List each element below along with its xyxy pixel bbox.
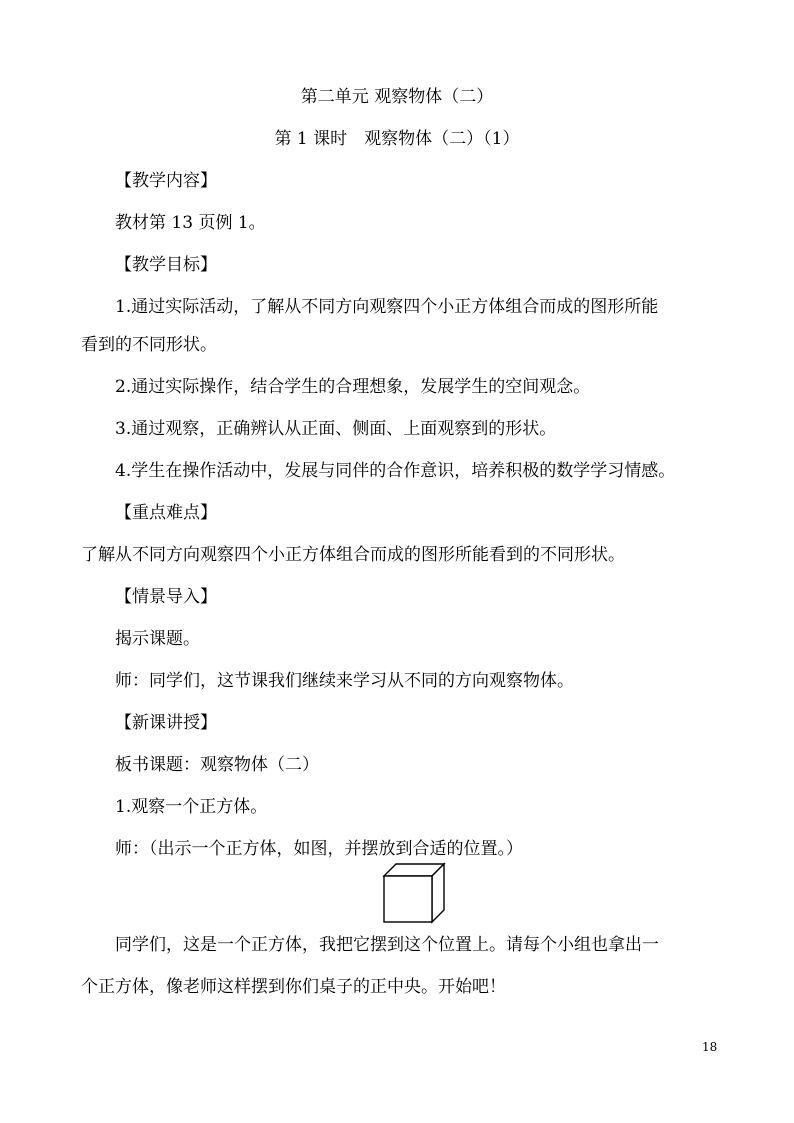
- objective-1-line-1: 1.通过实际活动，了解从不同方向观察四个小正方体组合而成的图形所能: [115, 297, 659, 317]
- section-heading-objectives: 【教学目标】: [115, 255, 217, 275]
- objective-1-line-2: 看到的不同形状。: [81, 335, 217, 355]
- objective-2: 2.通过实际操作，结合学生的合理想象，发展学生的空间观念。: [115, 377, 591, 397]
- paragraph: 1.观察一个正方体。: [115, 797, 268, 817]
- paragraph: 个正方体，像老师这样摆到你们桌子的正中央。开始吧！: [81, 977, 506, 997]
- lesson-title: 第 1 课时 观察物体（二）（1）: [274, 129, 520, 149]
- objective-3: 3.通过观察，正确辨认从正面、侧面、上面观察到的形状。: [115, 419, 557, 439]
- page-number: 18: [702, 1040, 718, 1054]
- section-heading-intro: 【情景导入】: [115, 587, 217, 607]
- section-heading-key-points: 【重点难点】: [115, 503, 217, 523]
- section-heading-content: 【教学内容】: [115, 171, 217, 191]
- objective-4: 4.学生在操作活动中，发展与同伴的合作意识，培养积极的数学学习情感。: [115, 461, 676, 481]
- paragraph: 同学们，这是一个正方体，我把它摆到这个位置上。请每个小组也拿出一: [115, 935, 659, 955]
- section-heading-new-lesson: 【新课讲授】: [115, 713, 217, 733]
- cube-front-face: [384, 876, 432, 922]
- paragraph: 板书课题：观察物体（二）: [115, 755, 319, 775]
- paragraph: 师：（出示一个正方体，如图，并摆放到合适的位置。）: [115, 839, 523, 859]
- paragraph: 了解从不同方向观察四个小正方体组合而成的图形所能看到的不同形状。: [81, 545, 625, 565]
- paragraph: 师：同学们，这节课我们继续来学习从不同的方向观察物体。: [115, 671, 574, 691]
- paragraph: 教材第 13 页例 1。: [115, 213, 266, 233]
- cube-figure: [382, 862, 446, 924]
- paragraph: 揭示课题。: [115, 629, 200, 649]
- unit-title: 第二单元 观察物体（二）: [300, 87, 494, 107]
